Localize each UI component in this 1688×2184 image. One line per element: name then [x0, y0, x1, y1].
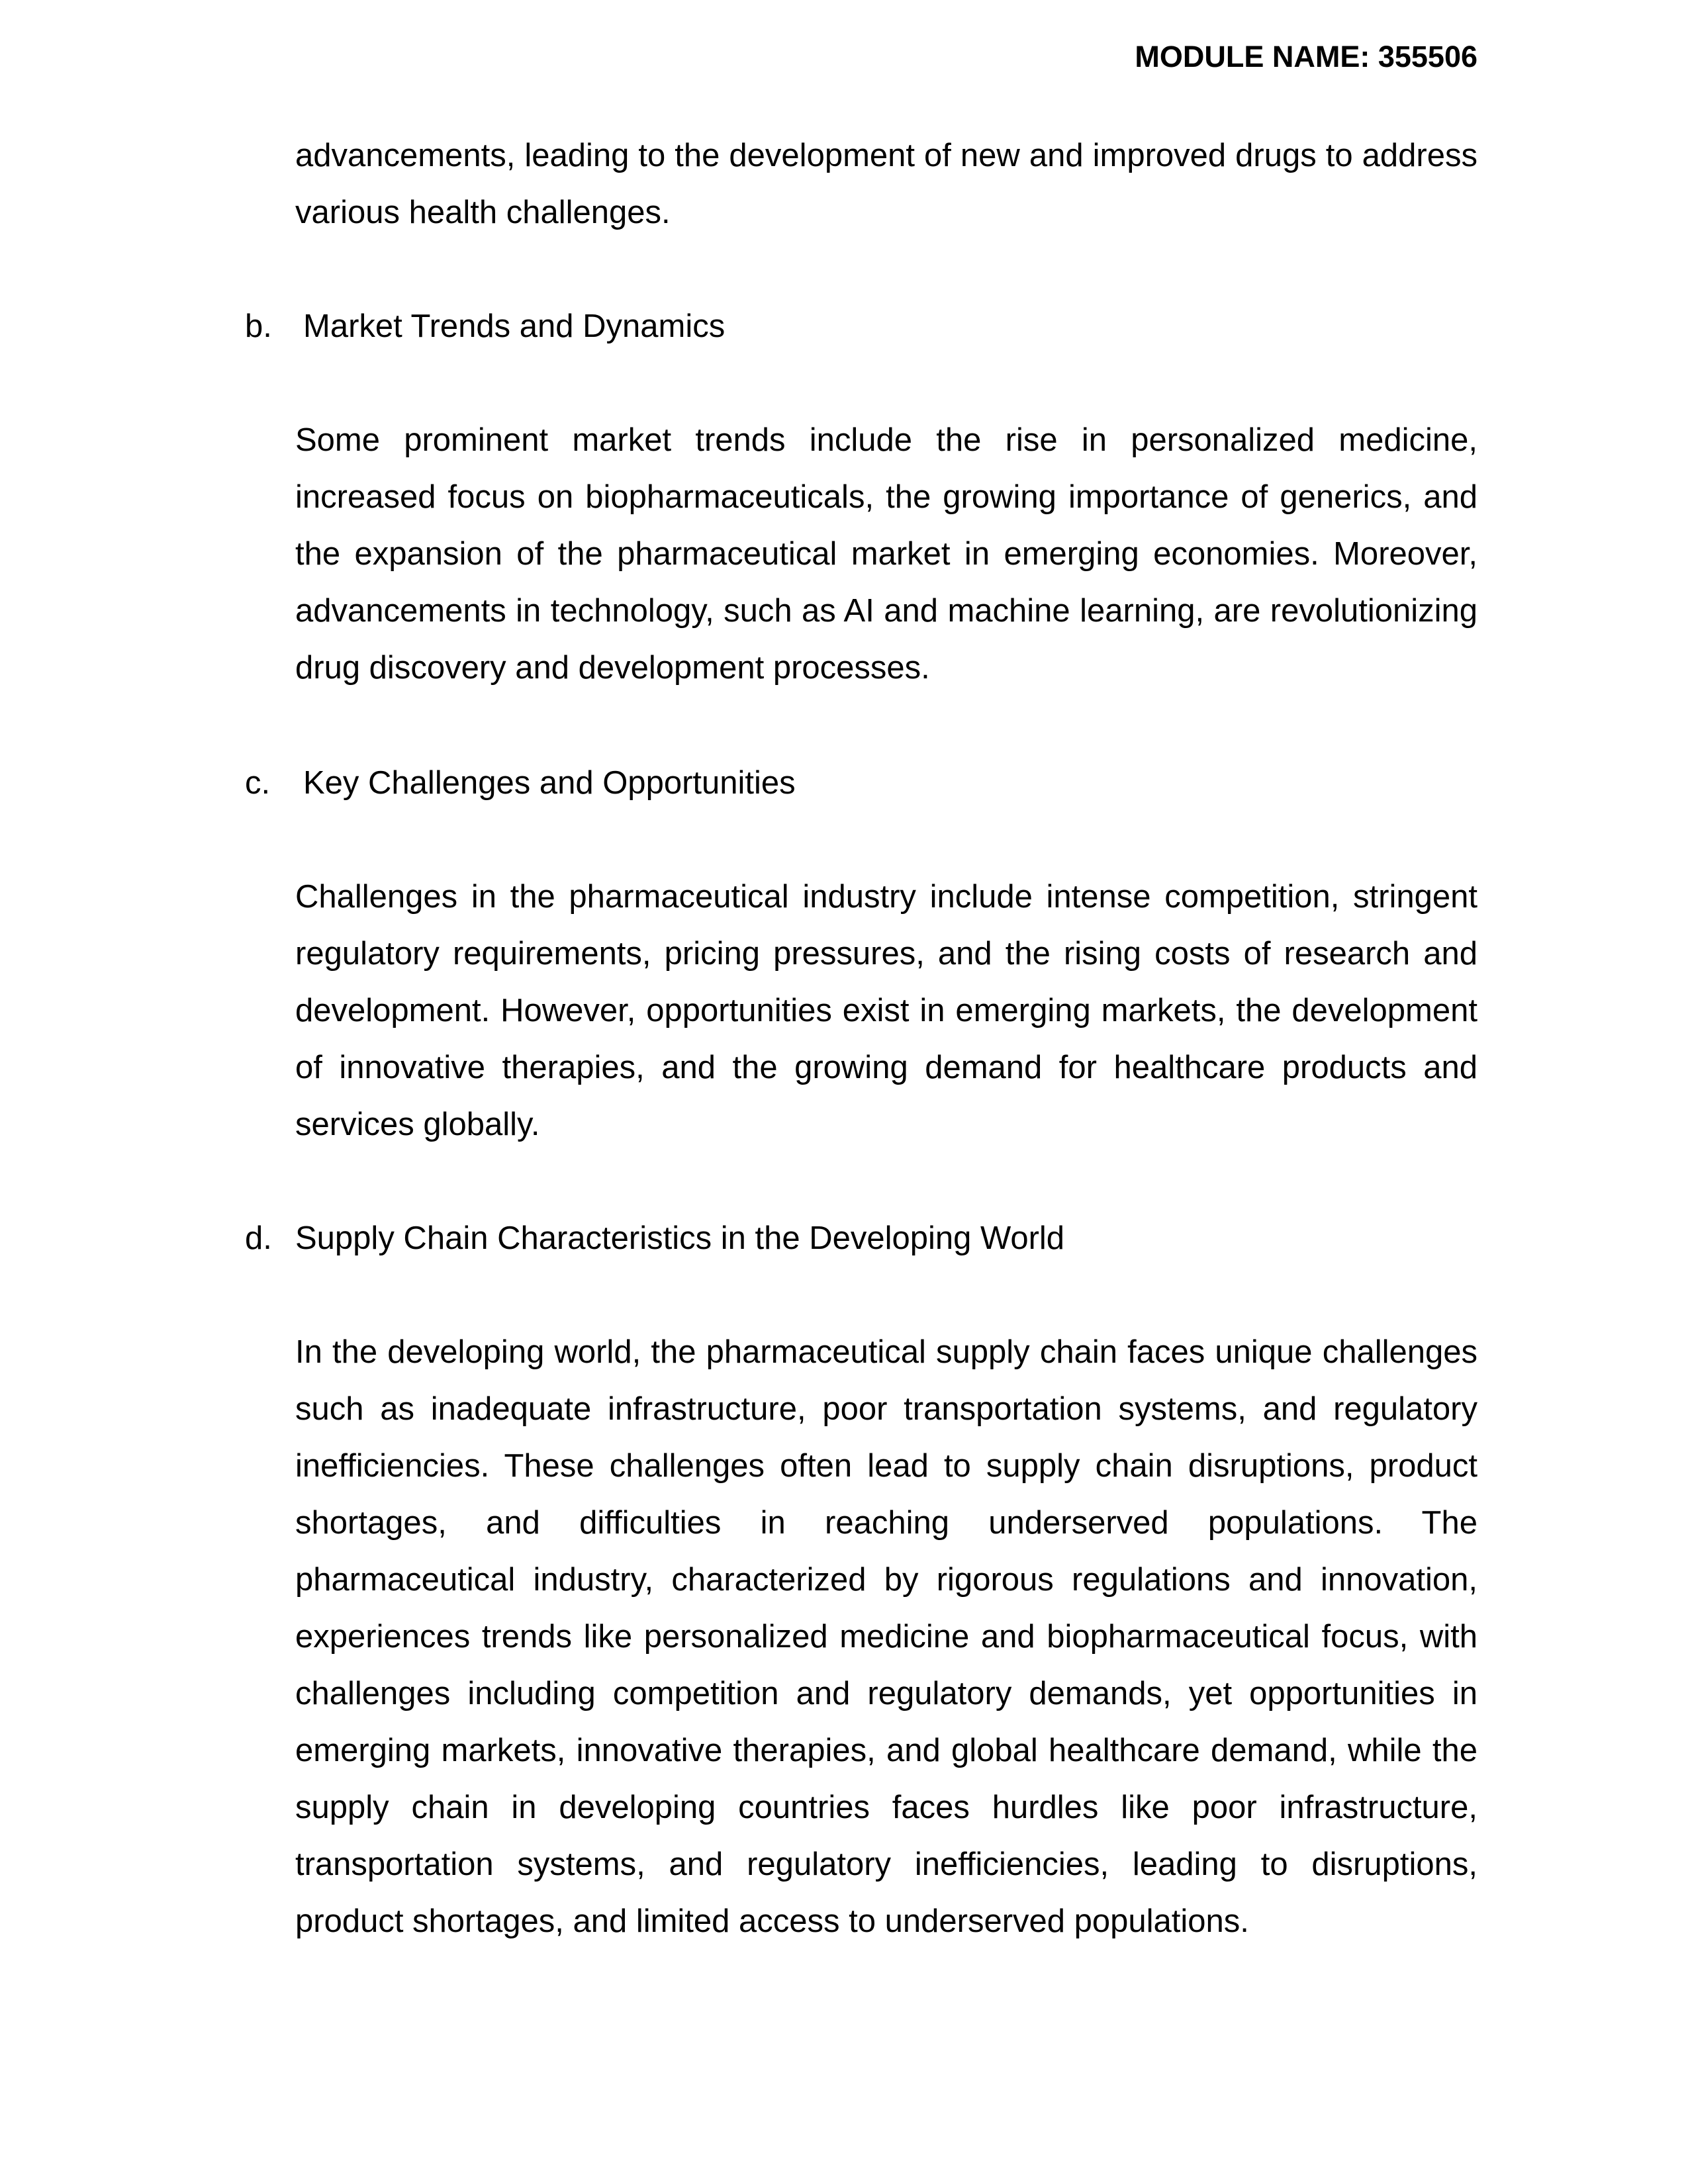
section-body-b: Some prominent market trends include the rise in personalized medicine, increased focus on biopharmaceuticals, the growing importance of generics, and the expansion of the pharmaceutical market in emerging economies. Moreover, advancements in technology, such as AI and machine learning, are revolutionizing drug discovery and development processes.: [295, 422, 1477, 686]
section-title: Supply Chain Characteristics in the Developing World: [295, 1220, 1065, 1256]
module-name-header: MODULE NAME: 355506: [1135, 40, 1477, 73]
intro-paragraph: advancements, leading to the development of new and improved drugs to address various health challenges.: [295, 138, 1477, 230]
section-heading-d: [245, 1210, 1064, 1267]
section-body-d: In the developing world, the pharmaceutical supply chain faces unique challenges such as inadequate infrastructure, poor transportation systems, and regulatory inefficiencies. These challenges often lead to supply chain disruptions, product shortages, and difficulties in reaching underserved populations. The pharmaceutical industry, characterized by rigorous regulations and innovation, experiences trends like personalized medicine and biopharmaceutical focus, with challenges including competition and regulatory demands, yet opportunities in emerging markets, innovative therapies, and global healthcare demand, while the supply chain in developing countries faces hurdles like poor infrastructure, transportation systems, and regulatory inefficiencies, leading to disruptions, product shortages, and limited access to underserved populations.: [295, 1334, 1477, 1939]
section-body-c: Challenges in the pharmaceutical industry include intense competition, stringent regulatory requirements, pricing pressures, and the rising costs of research and development. However, opportunities exist in emerging markets, the development of innovative therapies, and the growing demand for healthcare products and services globally.: [295, 879, 1477, 1142]
section-heading-c: [245, 754, 796, 811]
section-heading-b: [245, 298, 725, 355]
section-marker: b.: [245, 308, 272, 344]
section-title: Market Trends and Dynamics: [303, 308, 726, 344]
section-marker: d.: [245, 1220, 272, 1256]
section-title: Key Challenges and Opportunities: [303, 765, 796, 801]
section-marker: c.: [245, 765, 271, 801]
